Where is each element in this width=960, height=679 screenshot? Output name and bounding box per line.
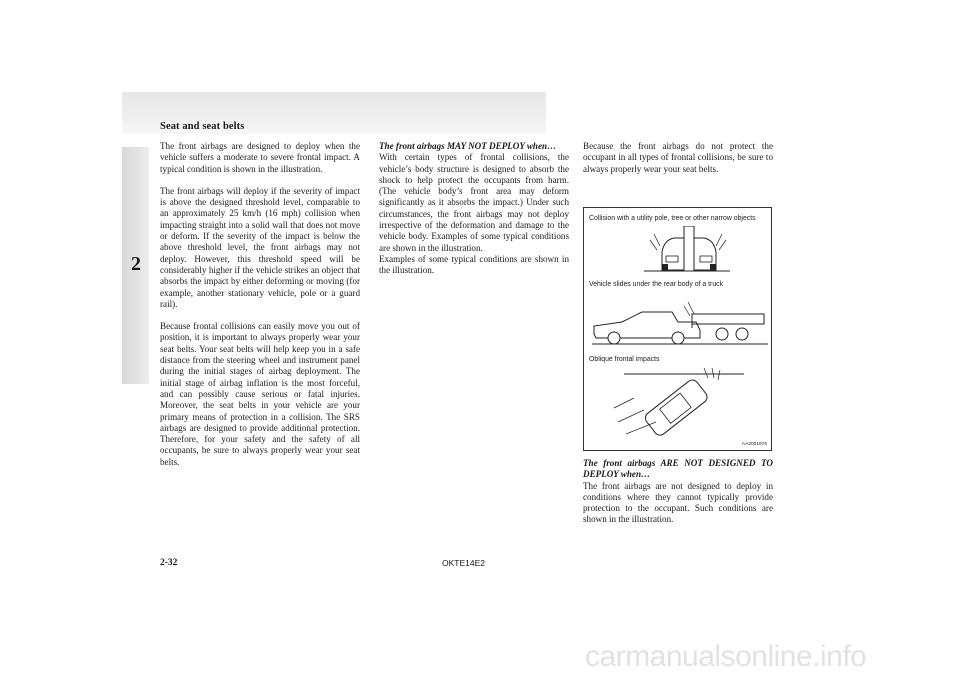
column-1: [160, 141, 360, 479]
paragraph: The front airbags will deploy if the severity of impact is above the designed threshold level, comparable to an approximately 25 km/h (16 mph) collision when impacting straight into a solid wall that does not move or deform. If the severity of the impact is below the above threshold level, the front airbags may not deploy. However, this threshold speed will be considerably higher if the vehicle strikes an object that absorbs the impact by either deforming or moving (for example, another stationary vehicle, pole or a guard rail).: [160, 185, 360, 309]
pole-collision-icon: [644, 226, 734, 274]
column-3-lower: [583, 458, 773, 526]
airbag-illustration: [583, 207, 772, 451]
paragraph: The front airbags are designed to deploy when the vehicle suffers a moderate to severe frontal impact. A typical condition is shown in the illustration.: [160, 141, 360, 174]
figure-code: AA2001976: [741, 442, 767, 447]
page-number: 2-32: [160, 558, 178, 568]
oblique-impact-icon: [604, 368, 754, 444]
paragraph: The front airbags are not designed to deploy in conditions where they cannot typically provide protection to the occupant. Such conditions are shown in the illustration.: [583, 480, 773, 525]
figure-caption: Collision with a utility pole, tree or other narrow objects: [589, 215, 756, 222]
truck-underride-icon: [592, 294, 768, 346]
subheading: The front airbags MAY NOT DEPLOY when…: [379, 141, 557, 151]
figure-caption: Vehicle slides under the rear body of a truck: [589, 281, 724, 288]
paragraph: Examples of some typical conditions are shown in the illustration.: [379, 253, 569, 276]
paragraph: With certain types of frontal collisions, the vehicle’s body structure is designed to absorb the shock to help protect the occupants from harm. (The vehicle body’s front area may deform significantly as it absorbs the impact.) Under such circumstances, the front airbags may not deploy irrespective of the deformation and damage to the vehicle body. Examples of some typical conditions are shown in the illustration.: [379, 152, 569, 253]
section-title: Seat and seat belts: [160, 121, 245, 132]
watermark: carmanualsonline.info: [585, 640, 867, 673]
column-3: [583, 141, 773, 186]
paragraph: Because the front airbags do not protect the occupant in all types of frontal collisions, be sure to always properly wear your seat belts.: [583, 141, 773, 174]
subheading: The front airbags ARE NOT DESIGNED TO DEPLOY when…: [583, 458, 773, 480]
figure-caption: Oblique frontal impacts: [589, 356, 660, 363]
document-code: OKTE14E2: [442, 558, 485, 568]
column-2: [379, 141, 569, 288]
chapter-number: 2: [131, 253, 141, 275]
paragraph: Because frontal collisions can easily move you out of position, it is important to always properly wear your seat belts. Your seat belts will help keep you in a safe distance from the steering wheel and instrument panel during the initial stages of airbag deployment. The initial stage of airbag inflation is the most forceful, and can possibly cause serious or fatal injuries. Moreover, the seat belts in your vehicle are your primary means of protection in a collision. The SRS airbags are designed to provide additional protection. Therefore, for your safety and the safety of all occupants, be sure to always properly wear your seat belts.: [160, 321, 360, 467]
